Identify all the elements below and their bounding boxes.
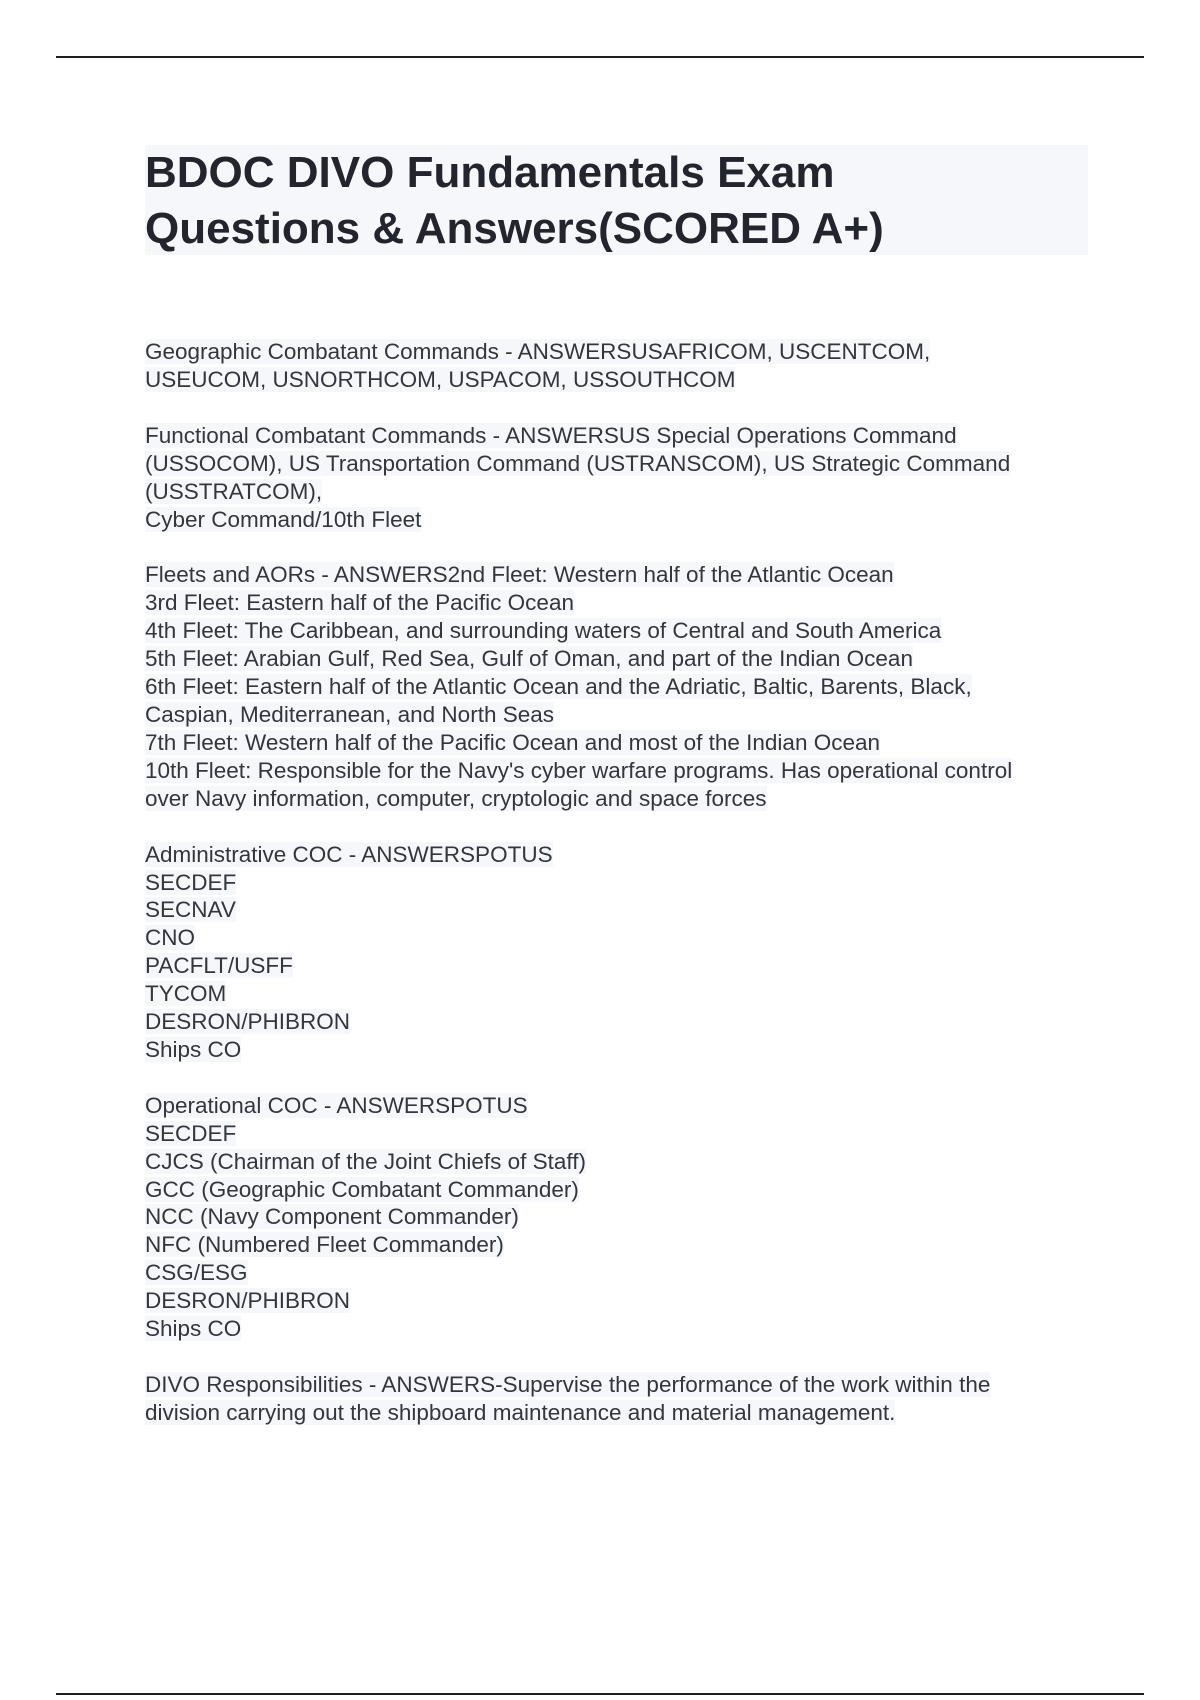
text-line: NFC (Numbered Fleet Commander) xyxy=(145,1232,504,1258)
footer-rule xyxy=(56,1693,1144,1695)
text-line: CJCS (Chairman of the Joint Chiefs of Staff) xyxy=(145,1148,587,1174)
text-line: SECDEF xyxy=(145,869,237,895)
qa-entry-divo-responsibilities xyxy=(145,1371,1090,1427)
text-line: Operational COC - ANSWERSPOTUS xyxy=(145,1092,528,1118)
text-line: (USSTRATCOM), xyxy=(145,478,323,504)
text-line: GCC (Geographic Combatant Commander) xyxy=(145,1176,579,1202)
qa-entry-administrative-coc xyxy=(145,841,1090,1064)
qa-content xyxy=(145,338,1090,1455)
text-line: Geographic Combatant Commands - ANSWERSUSAFRICOM, USCENTCOM, xyxy=(145,339,931,364)
text-line: Cyber Command/10th Fleet xyxy=(145,506,422,532)
qa-entry-geographic-commands xyxy=(145,338,1090,394)
text-line: USEUCOM, USNORTHCOM, USPACOM, USSOUTHCOM xyxy=(145,366,736,392)
title-block xyxy=(145,145,1088,255)
text-line: CSG/ESG xyxy=(145,1260,248,1286)
text-line: SECDEF xyxy=(145,1120,237,1146)
text-line: over Navy information, computer, cryptologic and space forces xyxy=(145,785,767,811)
text-line: 6th Fleet: Eastern half of the Atlantic Ocean and the Adriatic, Baltic, Barents, Black, xyxy=(145,674,972,700)
text-line: Ships CO xyxy=(145,1316,242,1342)
text-line: DIVO Responsibilities - ANSWERS-Supervise the performance of the work within the xyxy=(145,1372,991,1397)
title-line-1: BDOC DIVO Fundamentals Exam xyxy=(145,148,835,197)
text-line: 10th Fleet: Responsible for the Navy's cyber warfare programs. Has operational control xyxy=(145,757,1013,783)
text-line: 7th Fleet: Western half of the Pacific Ocean and most of the Indian Ocean xyxy=(145,729,880,755)
qa-entry-operational-coc xyxy=(145,1092,1090,1343)
text-line: CNO xyxy=(145,925,195,951)
header-rule xyxy=(56,56,1144,58)
qa-entry-functional-commands xyxy=(145,422,1090,534)
text-line: 4th Fleet: The Caribbean, and surrounding waters of Central and South America xyxy=(145,618,942,644)
text-line: 3rd Fleet: Eastern half of the Pacific Ocean xyxy=(145,590,574,616)
text-line: Fleets and AORs - ANSWERS2nd Fleet: Western half of the Atlantic Ocean xyxy=(145,562,894,588)
text-line: SECNAV xyxy=(145,897,236,923)
text-line: DESRON/PHIBRON xyxy=(145,1009,351,1035)
text-line: Ships CO xyxy=(145,1036,242,1062)
text-line: 5th Fleet: Arabian Gulf, Red Sea, Gulf of Oman, and part of the Indian Ocean xyxy=(145,646,913,672)
text-line: DESRON/PHIBRON xyxy=(145,1288,351,1314)
text-line: (USSOCOM), US Transportation Command (USTRANSCOM), US Strategic Command xyxy=(145,450,1011,476)
text-line: division carrying out the shipboard maintenance and material management. xyxy=(145,1399,896,1425)
text-line: NCC (Navy Component Commander) xyxy=(145,1204,519,1230)
qa-entry-fleets-aors xyxy=(145,561,1090,812)
text-line: PACFLT/USFF xyxy=(145,953,293,979)
text-line: Administrative COC - ANSWERSPOTUS xyxy=(145,841,553,867)
text-line: Caspian, Mediterranean, and North Seas xyxy=(145,701,554,727)
page-title xyxy=(145,145,1088,257)
title-line-2: Questions & Answers(SCORED A+) xyxy=(145,204,884,253)
text-line: TYCOM xyxy=(145,981,227,1007)
text-line: Functional Combatant Commands - ANSWERSUS Special Operations Command xyxy=(145,422,957,448)
